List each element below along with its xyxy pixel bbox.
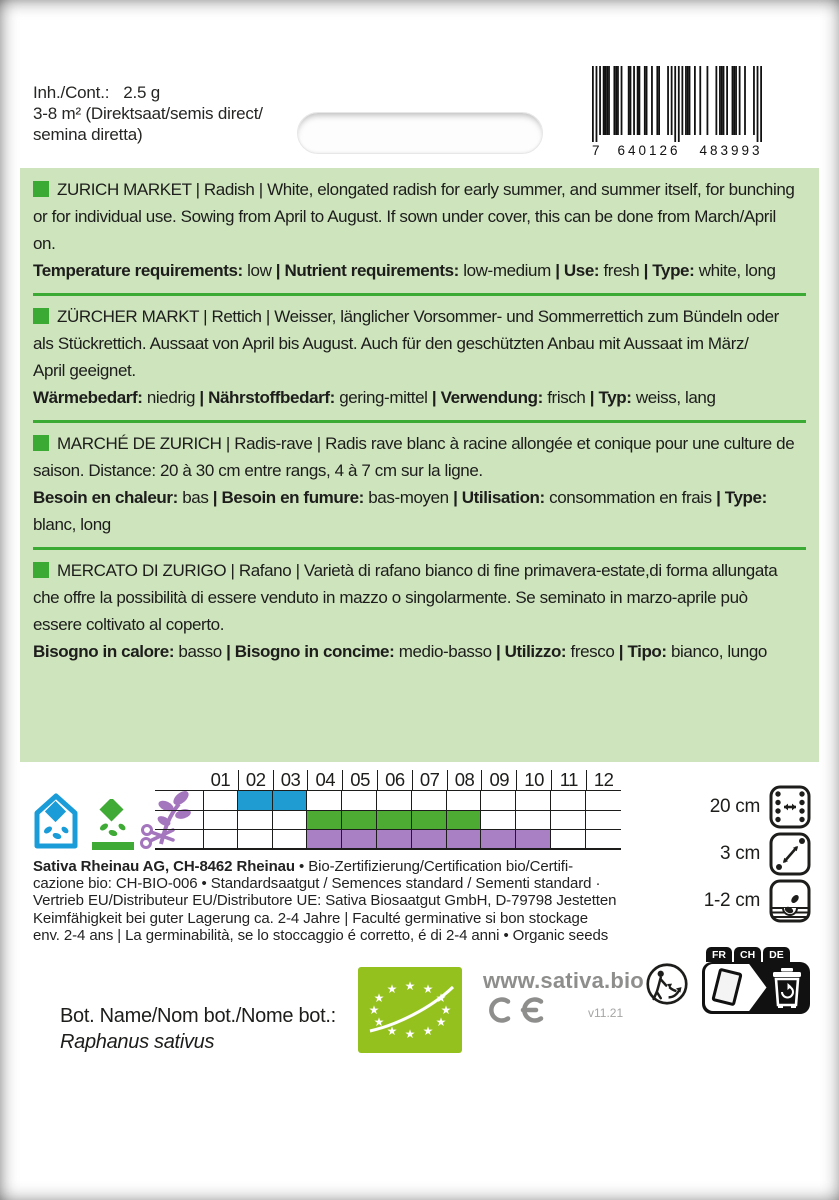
calendar-row-direct-sowing [155,810,621,829]
sowing-calendar [155,768,621,850]
company-line: Sativa Rheinau AG, CH-8462 Rheinau • Bio-Zertifizierung/Certification bio/Certifi- [33,858,573,875]
calendar-row-sowing-under-cover [155,791,621,810]
company-name-bold: Sativa Rheinau AG, CH-8462 Rheinau [33,858,295,875]
section-it-specs: Bisogno in calore: basso | Bisogno in concime: medio-basso | Utilizzo: fresco | Tipo: bianco, lungo [33,642,767,661]
eu-star: ★ [368,1003,380,1017]
botanical-name-label: Bot. Name/Nom bot./Nome bot.: [60,1005,336,1027]
area-line-2: semina diretta) [33,125,143,144]
barcode-group-1: 640126 [617,143,681,158]
section-en-line: on. [33,234,56,253]
company-line: Keimfähigkeit bei guter Lagerung ca. 2-4 Jahre | Faculté germinative si bon stockage [33,909,588,927]
calendar-cell [377,791,412,810]
calendar-row-harvest [155,829,621,848]
spec-separator: | [427,388,441,407]
eu-star: ★ [435,1015,447,1029]
green-square-bullet [33,435,49,451]
spec-label: Type: [724,488,767,507]
spec-label: Besoin en fumure: [221,488,364,507]
calendar-cell [412,811,447,829]
direct-sowing-icon [91,799,135,851]
month-label: 11 [551,770,586,790]
spec-separator: | [711,488,725,507]
section-it-line: essere coltivato al coperto. [33,615,225,634]
calendar-cell [586,791,621,810]
spec-label: Wärmebedarf: [33,388,143,407]
eu-star: ★ [373,1015,385,1029]
section-de-specs: Wärmebedarf: niedrig | Nährstoffbedarf: gering-mittel | Verwendung: frisch | Typ: weiss, lang [33,388,716,407]
calendar-cell [342,830,377,848]
plant-spacing-value: 3 cm [720,843,760,864]
section-fr-line: saison. Distance: 20 à 30 cm entre rangs, 4 à 7 cm sur la ligne. [33,461,483,480]
disposal-country-tabs [706,947,812,962]
month-label: 04 [307,770,342,790]
spec-label: Tipo: [627,642,667,661]
greenhouse-sowing-icon [33,792,79,850]
calendar-cell [551,830,586,848]
calendar-cell [273,791,308,810]
triman-recycling-icon [645,962,689,1006]
eu-star: ★ [422,982,434,996]
content-info [33,82,263,145]
spec-separator: | [208,488,222,507]
month-label: 05 [342,770,377,790]
row-spacing-icon [769,785,811,829]
packet-panel [705,964,767,1011]
section-de [33,293,806,420]
spec-separator: | [491,642,505,661]
disposal-instructions [702,947,812,1014]
section-fr [33,420,806,547]
spec-label: Utilizzo: [504,642,567,661]
row-stub [155,830,203,848]
spec-label: Bisogno in concime: [234,642,395,661]
calendar-cell [412,830,447,848]
section-en-specs: Temperature requirements: low | Nutrient requirements: low-medium | Use: fresh | Type: white, long [33,261,776,280]
month-label: 08 [447,770,482,790]
row-stub [155,811,203,829]
content-value: 2.5 g [123,83,161,102]
green-square-bullet [33,308,49,324]
calendar-cell [447,791,482,810]
calendar-cell [238,811,273,829]
eu-organic-logo [358,967,462,1053]
spec-separator: | [221,642,235,661]
row-spacing-value: 20 cm [709,796,760,817]
website-url: www.sativa.bio [483,968,644,993]
section-en [33,169,806,293]
company-line: env. 2-4 ans | La germinabilità, se lo stoccaggio é corretto, é di 2-4 anni • Organic seeds [33,926,609,944]
disposal-tab-ch: CH [734,947,761,962]
spec-separator: | [639,261,653,280]
month-label: 06 [377,770,412,790]
spec-label: Besoin en chaleur: [33,488,178,507]
eu-star: ★ [386,982,398,996]
spec-separator: | [550,261,564,280]
spec-separator: | [585,388,599,407]
calendar-cell [481,791,516,810]
description-panel [20,168,819,762]
calendar-cell [516,811,551,829]
sowing-depth-icon [769,879,811,923]
section-fr-line: MARCHÉ DE ZURICH | Radis-rave | Radis rave blanc à racine allongée et conique pour une culture de [33,430,806,457]
green-square-bullet [33,562,49,578]
calendar-cell [273,830,308,848]
calendar-cell [481,830,516,848]
month-label: 03 [273,770,308,790]
calendar-cell [551,791,586,810]
month-label: 10 [516,770,551,790]
calendar-cell [203,791,238,810]
seed-packet-icon [711,968,743,1007]
disposal-body [702,962,810,1014]
disposal-tab-fr: FR [706,947,732,962]
spacing-depth [665,879,811,923]
spec-label: Type: [652,261,695,280]
spec-label: Temperature requirements: [33,261,243,280]
botanical-name-value: Raphanus sativus [60,1031,215,1053]
calendar-cell [342,791,377,810]
calendar-cell [447,830,482,848]
green-square-bullet [33,181,49,197]
eu-star: ★ [386,1024,398,1038]
calendar-cell [447,811,482,829]
spacing-row [665,785,811,829]
calendar-cell [377,830,412,848]
company-line: cazione bio: CH-BIO-006 • Standardsaatgut / Semences standard / Sementi standard · [33,875,601,893]
spec-label: Use: [563,261,600,280]
eu-star: ★ [422,1024,434,1038]
content-amount [33,82,263,103]
month-label: 12 [586,770,621,790]
spec-label: Verwendung: [440,388,543,407]
section-en-line: or for individual use. Sowing from April to August. If sown under cover, this can be done from March/April [33,207,776,226]
calendar-cell [586,830,621,848]
company-info [33,858,616,944]
calendar-month-header [203,768,621,790]
calendar-cell [516,791,551,810]
month-label: 09 [481,770,516,790]
section-it [33,547,806,674]
barcode-digits [592,143,778,158]
version-label: v11.21 [588,1006,624,1020]
spacing-plant [665,832,811,876]
disposal-tab-de: DE [763,947,790,962]
spec-separator: | [195,388,209,407]
barcode-group-2: 483993 [699,143,763,158]
botanical-name-block [60,1003,336,1055]
calendar-grid [155,790,621,850]
content-label: Inh./Cont.: [33,83,110,102]
calendar-cell [203,830,238,848]
section-it-line: che offre la possibilità di essere venduto in mazzo o singolarmente. Se seminato in marzo-aprile può [33,588,748,607]
calendar-cell [377,811,412,829]
section-en-line: ZURICH MARKET | Radish | White, elongated radish for early summer, and summer itself, for bunching [33,176,806,203]
barcode [592,66,778,158]
hang-hole-cutout [297,112,543,154]
barcode-bars [592,66,762,142]
spec-label: Nutrient requirements: [284,261,459,280]
calendar-cell [481,811,516,829]
row-stub [155,791,203,810]
section-fr-specs: Besoin en chaleur: bas | Besoin en fumure: bas-moyen | Utilisation: consommation en frais | Type: blanc, long [33,488,767,534]
calendar-cell [273,811,308,829]
calendar-cell [412,791,447,810]
section-it-line: MERCATO DI ZURIGO | Rafano | Varietà di rafano bianco di fine primavera-estate,di forma allungata [33,557,806,584]
company-line: Vertrieb EU/Distributeur EU/Distributore UE: Sativa Biosaatgut GmbH, D-79798 Jestetten [33,892,617,910]
spec-label: Utilisation: [461,488,545,507]
plant-spacing-icon [769,832,811,876]
spec-separator: | [614,642,628,661]
ce-mark [483,997,547,1023]
eu-star: ★ [373,991,385,1005]
calendar-cell [307,791,342,810]
calendar-cell [342,811,377,829]
calendar-cell [586,811,621,829]
area-line-1: 3-8 m² (Direktsaat/semis direct/ [33,104,263,123]
spec-separator: | [448,488,462,507]
eu-star: ★ [440,1003,452,1017]
spec-label: Typ: [598,388,632,407]
spec-separator: | [271,261,285,280]
eu-star: ★ [435,991,447,1005]
barcode-prefix: 7 [592,143,600,158]
section-de-line: als Stückrettich. Aussaat von April bis August. Auch für den geschützten Anbau mit Aussaat im März/ [33,334,749,353]
calendar-cell [238,791,273,810]
eu-star: ★ [404,979,416,993]
sowing-depth-value: 1-2 cm [703,890,760,911]
month-label: 02 [238,770,273,790]
section-de-line: April geeignet. [33,361,136,380]
calendar-cell [551,811,586,829]
calendar-cell [203,811,238,829]
spec-label: Nährstoffbedarf: [208,388,335,407]
section-de-line: ZÜRCHER MARKT | Rettich | Weisser, länglicher Vorsommer- und Sommerrettich zum Bündeln oder [33,303,806,330]
recycling-bin-icon [770,967,804,1009]
spec-label: Bisogno in calore: [33,642,175,661]
calendar-cell [516,830,551,848]
calendar-cell [238,830,273,848]
calendar-cell [307,830,342,848]
eu-star: ★ [404,1027,416,1041]
calendar-cell [307,811,342,829]
month-label: 07 [412,770,447,790]
month-label: 01 [210,769,231,790]
